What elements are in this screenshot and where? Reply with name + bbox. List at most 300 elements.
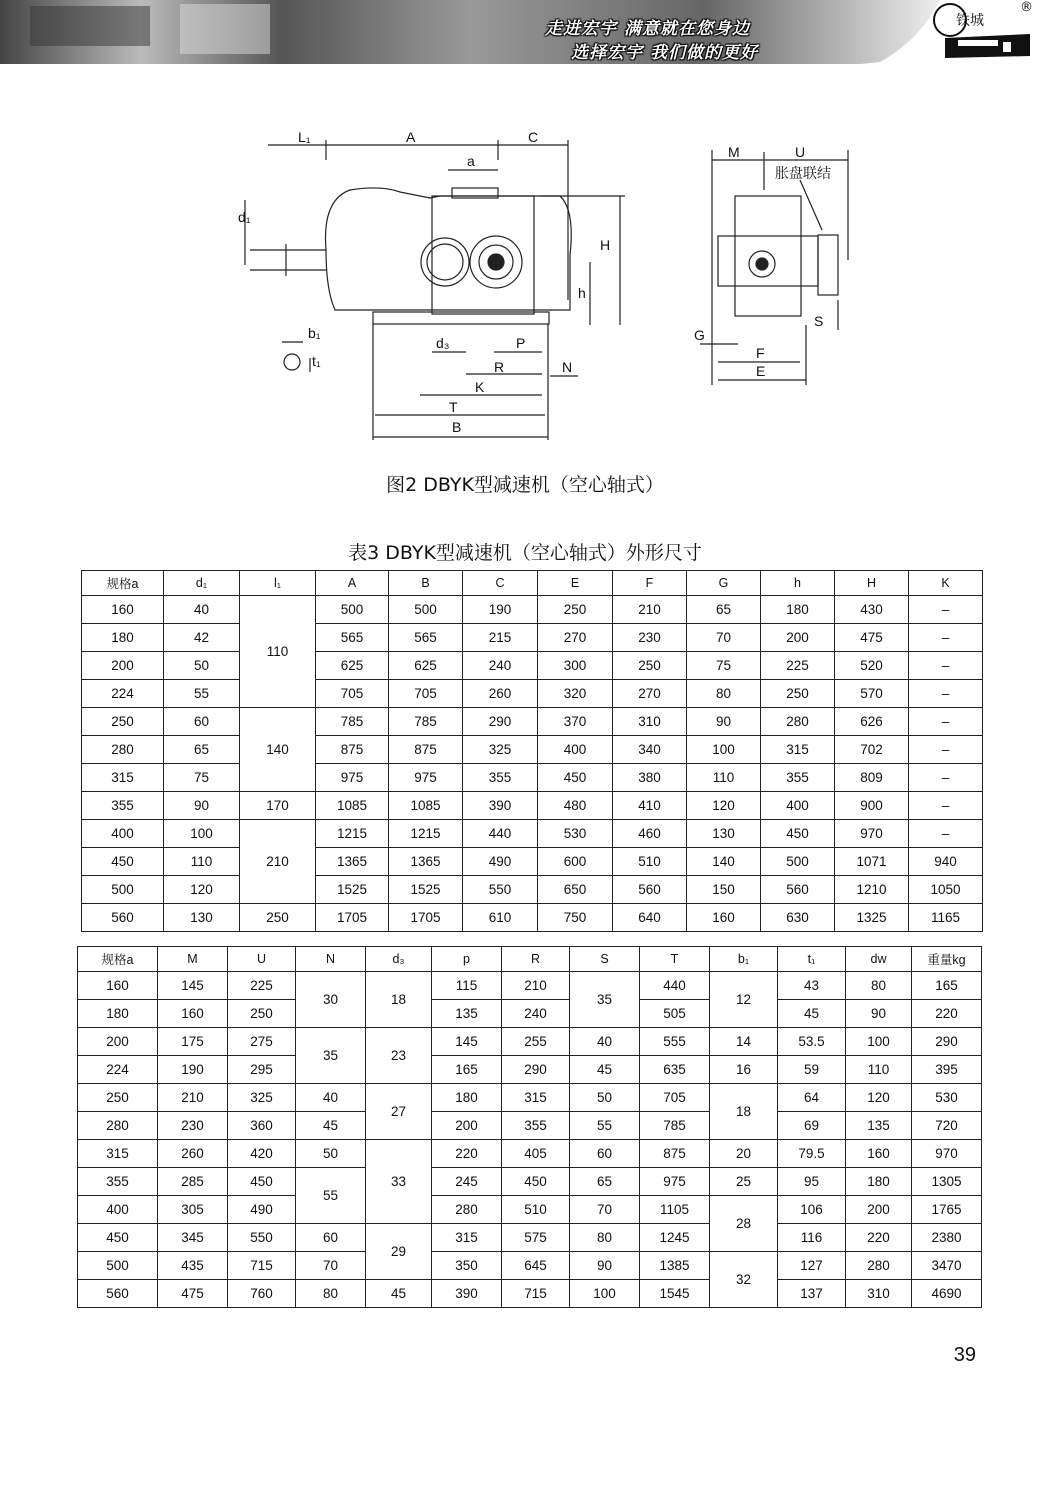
table-cell: 120 bbox=[164, 876, 240, 904]
table-cell: 50 bbox=[570, 1084, 640, 1112]
table-cell: 290 bbox=[463, 708, 538, 736]
table-cell: 59 bbox=[778, 1056, 846, 1084]
table-cell: 626 bbox=[835, 708, 909, 736]
table-cell: 80 bbox=[296, 1280, 366, 1308]
header-cell: d₃ bbox=[366, 947, 432, 972]
table-cell: 170 bbox=[240, 792, 316, 820]
table-row bbox=[78, 1252, 982, 1280]
table-cell: 60 bbox=[296, 1224, 366, 1252]
table-cell: 250 bbox=[240, 904, 316, 932]
table-cell: 145 bbox=[432, 1028, 502, 1056]
table-cell: 230 bbox=[613, 624, 687, 652]
table-cell: 350 bbox=[432, 1252, 502, 1280]
table-cell: 450 bbox=[502, 1168, 570, 1196]
table-cell: 160 bbox=[82, 596, 164, 624]
label-l1: L₁ bbox=[298, 129, 311, 145]
table-cell: 565 bbox=[389, 624, 463, 652]
header-cell: A bbox=[316, 571, 389, 596]
table-cell: 475 bbox=[835, 624, 909, 652]
table-cell: 200 bbox=[82, 652, 164, 680]
table-cell: 70 bbox=[570, 1196, 640, 1224]
table-cell: 450 bbox=[82, 848, 164, 876]
table-cell: 280 bbox=[78, 1112, 158, 1140]
table-header-row bbox=[78, 947, 982, 972]
label-p: P bbox=[516, 335, 526, 351]
table-cell: 970 bbox=[912, 1140, 982, 1168]
table-cell: 450 bbox=[228, 1168, 296, 1196]
table-cell: 702 bbox=[835, 736, 909, 764]
table-cell: 60 bbox=[164, 708, 240, 736]
table-cell: 500 bbox=[761, 848, 835, 876]
table-cell: 530 bbox=[912, 1084, 982, 1112]
table-cell: 224 bbox=[78, 1056, 158, 1084]
table-cell: 560 bbox=[761, 876, 835, 904]
table-cell: 42 bbox=[164, 624, 240, 652]
table-cell: 165 bbox=[432, 1056, 502, 1084]
table-cell: 75 bbox=[164, 764, 240, 792]
table-cell: 4690 bbox=[912, 1280, 982, 1308]
table-cell: 55 bbox=[570, 1112, 640, 1140]
table-cell: 570 bbox=[835, 680, 909, 708]
table-cell: 250 bbox=[761, 680, 835, 708]
label-c: C bbox=[528, 129, 539, 145]
table-row bbox=[82, 652, 983, 680]
table-cell: 550 bbox=[463, 876, 538, 904]
table-cell: 180 bbox=[761, 596, 835, 624]
label-b1: b₁ bbox=[308, 325, 321, 341]
table-cell: 245 bbox=[432, 1168, 502, 1196]
table-cell: – bbox=[909, 792, 983, 820]
table-cell: 285 bbox=[158, 1168, 228, 1196]
table-cell: 490 bbox=[228, 1196, 296, 1224]
table-cell: 64 bbox=[778, 1084, 846, 1112]
table-cell: 140 bbox=[687, 848, 761, 876]
table-cell: 575 bbox=[502, 1224, 570, 1252]
header-cell: K bbox=[909, 571, 983, 596]
table-cell: 1105 bbox=[640, 1196, 710, 1224]
label-e: E bbox=[756, 363, 766, 379]
table-cell: 210 bbox=[613, 596, 687, 624]
table-cell: 625 bbox=[389, 652, 463, 680]
table-cell: 130 bbox=[687, 820, 761, 848]
table-cell: 355 bbox=[82, 792, 164, 820]
table-cell: 210 bbox=[158, 1084, 228, 1112]
table-cell: 27 bbox=[366, 1084, 432, 1140]
table-cell: 33 bbox=[366, 1140, 432, 1224]
drawing-labels bbox=[0, 0, 1050, 460]
table-cell: 645 bbox=[502, 1252, 570, 1280]
table-cell: 875 bbox=[640, 1140, 710, 1168]
table-cell: 305 bbox=[158, 1196, 228, 1224]
table-cell: 640 bbox=[613, 904, 687, 932]
table-cell: 225 bbox=[228, 972, 296, 1000]
table-cell: 180 bbox=[82, 624, 164, 652]
header-cell: l₁ bbox=[240, 571, 316, 596]
table-cell: 160 bbox=[687, 904, 761, 932]
table-cell: 1305 bbox=[912, 1168, 982, 1196]
table-cell: 165 bbox=[912, 972, 982, 1000]
table-cell: 760 bbox=[228, 1280, 296, 1308]
label-u: U bbox=[795, 144, 806, 160]
table-cell: – bbox=[909, 736, 983, 764]
table-cell: 435 bbox=[158, 1252, 228, 1280]
table-cell: 2380 bbox=[912, 1224, 982, 1252]
table-cell: 130 bbox=[164, 904, 240, 932]
table-cell: 400 bbox=[538, 736, 613, 764]
table-cell: 1245 bbox=[640, 1224, 710, 1252]
table-cell: 135 bbox=[432, 1000, 502, 1028]
table-cell: 35 bbox=[296, 1028, 366, 1084]
table-cell: 215 bbox=[463, 624, 538, 652]
table-row bbox=[82, 792, 983, 820]
table-row bbox=[78, 1140, 982, 1168]
table-cell: 275 bbox=[228, 1028, 296, 1056]
table-row bbox=[82, 736, 983, 764]
table-cell: 500 bbox=[316, 596, 389, 624]
table-cell: 1215 bbox=[389, 820, 463, 848]
table-cell: 150 bbox=[687, 876, 761, 904]
table-row bbox=[82, 820, 983, 848]
table-cell: 55 bbox=[164, 680, 240, 708]
table-cell: 280 bbox=[82, 736, 164, 764]
table-cell: 420 bbox=[228, 1140, 296, 1168]
table-cell: 160 bbox=[158, 1000, 228, 1028]
table-cell: 650 bbox=[538, 876, 613, 904]
table-row bbox=[82, 904, 983, 932]
table-cell: 440 bbox=[463, 820, 538, 848]
table-cell: 80 bbox=[570, 1224, 640, 1252]
table-cell: 610 bbox=[463, 904, 538, 932]
table-cell: 50 bbox=[296, 1140, 366, 1168]
page-number: 39 bbox=[953, 1344, 976, 1366]
brand-name: 铁城 bbox=[956, 13, 984, 29]
label-f: F bbox=[756, 345, 765, 361]
table-cell: 1050 bbox=[909, 876, 983, 904]
table-cell: 29 bbox=[366, 1224, 432, 1280]
table-cell: 395 bbox=[912, 1056, 982, 1084]
header-cell: R bbox=[502, 947, 570, 972]
table-row bbox=[78, 1028, 982, 1056]
table-cell: 565 bbox=[316, 624, 389, 652]
table-cell: 315 bbox=[502, 1084, 570, 1112]
table-cell: 1325 bbox=[835, 904, 909, 932]
table-cell: 18 bbox=[710, 1084, 778, 1140]
table-cell: 705 bbox=[316, 680, 389, 708]
table-cell: 875 bbox=[316, 736, 389, 764]
table-cell: 70 bbox=[687, 624, 761, 652]
table-cell: 1210 bbox=[835, 876, 909, 904]
header-cell: H bbox=[835, 571, 909, 596]
table-cell: 45 bbox=[570, 1056, 640, 1084]
table-cell: 315 bbox=[432, 1224, 502, 1252]
table-cell: – bbox=[909, 624, 983, 652]
header-cell: dw bbox=[846, 947, 912, 972]
table-row bbox=[78, 1084, 982, 1112]
table-cell: 1071 bbox=[835, 848, 909, 876]
table-cell: 715 bbox=[228, 1252, 296, 1280]
header-cell: U bbox=[228, 947, 296, 972]
table-cell: 630 bbox=[761, 904, 835, 932]
table-cell: 80 bbox=[687, 680, 761, 708]
table-row bbox=[78, 1196, 982, 1224]
header-cell: B bbox=[389, 571, 463, 596]
table-cell: 20 bbox=[710, 1140, 778, 1168]
header-cell: t₁ bbox=[778, 947, 846, 972]
table-cell: 65 bbox=[164, 736, 240, 764]
table-cell: 280 bbox=[432, 1196, 502, 1224]
header-cell: b₁ bbox=[710, 947, 778, 972]
table-cell: 43 bbox=[778, 972, 846, 1000]
table-cell: 875 bbox=[389, 736, 463, 764]
table-cell: 120 bbox=[687, 792, 761, 820]
table-cell: 1165 bbox=[909, 904, 983, 932]
table-cell: 310 bbox=[846, 1280, 912, 1308]
label-m: M bbox=[728, 144, 740, 160]
label-d1: d₁ bbox=[238, 209, 251, 225]
table-cell: 23 bbox=[366, 1028, 432, 1084]
table-cell: 180 bbox=[78, 1000, 158, 1028]
label-a-lower: a bbox=[467, 153, 475, 169]
table-cell: – bbox=[909, 820, 983, 848]
label-g: G bbox=[694, 327, 705, 343]
table-cell: 635 bbox=[640, 1056, 710, 1084]
table-row bbox=[78, 1280, 982, 1308]
header-cell: M bbox=[158, 947, 228, 972]
table-cell: 65 bbox=[687, 596, 761, 624]
table-cell: 240 bbox=[502, 1000, 570, 1028]
table-cell: 390 bbox=[432, 1280, 502, 1308]
table-cell: 180 bbox=[432, 1084, 502, 1112]
table-cell: 315 bbox=[78, 1140, 158, 1168]
table-cell: 90 bbox=[570, 1252, 640, 1280]
table-cell: 520 bbox=[835, 652, 909, 680]
label-a-upper: A bbox=[406, 129, 416, 145]
table-cell: 1525 bbox=[389, 876, 463, 904]
table-cell: 65 bbox=[570, 1168, 640, 1196]
table-cell: 28 bbox=[710, 1196, 778, 1252]
table-row bbox=[78, 1168, 982, 1196]
table-cell: 255 bbox=[502, 1028, 570, 1056]
table-cell: 230 bbox=[158, 1112, 228, 1140]
table-cell: 500 bbox=[82, 876, 164, 904]
table-cell: 110 bbox=[164, 848, 240, 876]
table-cell: 510 bbox=[613, 848, 687, 876]
table-cell: 40 bbox=[570, 1028, 640, 1056]
table-cell: 315 bbox=[761, 736, 835, 764]
table-cell: 220 bbox=[912, 1000, 982, 1028]
table-cell: 450 bbox=[78, 1224, 158, 1252]
table-cell: 79.5 bbox=[778, 1140, 846, 1168]
table-cell: 116 bbox=[778, 1224, 846, 1252]
table-cell: 12 bbox=[710, 972, 778, 1028]
table-cell: 290 bbox=[502, 1056, 570, 1084]
table-cell: 975 bbox=[640, 1168, 710, 1196]
dimension-table-1 bbox=[81, 570, 983, 932]
table-cell: 410 bbox=[613, 792, 687, 820]
table-cell: 380 bbox=[613, 764, 687, 792]
figure-caption: 图2 DBYK型减速机（空心轴式） bbox=[386, 474, 664, 496]
table-cell: 260 bbox=[463, 680, 538, 708]
table-cell: 45 bbox=[778, 1000, 846, 1028]
table-cell: 137 bbox=[778, 1280, 846, 1308]
table-row bbox=[82, 764, 983, 792]
table-cell: 45 bbox=[296, 1112, 366, 1140]
table-cell: 220 bbox=[846, 1224, 912, 1252]
table-cell: 106 bbox=[778, 1196, 846, 1224]
header-cell: p bbox=[432, 947, 502, 972]
table-cell: 345 bbox=[158, 1224, 228, 1252]
table-cell: 100 bbox=[164, 820, 240, 848]
table-row bbox=[82, 596, 983, 624]
table-cell: 295 bbox=[228, 1056, 296, 1084]
table-cell: 555 bbox=[640, 1028, 710, 1056]
table-cell: 1705 bbox=[389, 904, 463, 932]
table-cell: 405 bbox=[502, 1140, 570, 1168]
table-cell: 240 bbox=[463, 652, 538, 680]
table-cell: 300 bbox=[538, 652, 613, 680]
table-cell: 785 bbox=[389, 708, 463, 736]
table-cell: 340 bbox=[613, 736, 687, 764]
table-cell: 315 bbox=[82, 764, 164, 792]
table-cell: 1525 bbox=[316, 876, 389, 904]
registered-mark: ® bbox=[1020, 0, 1033, 15]
table-cell: 355 bbox=[502, 1112, 570, 1140]
table-cell: 40 bbox=[296, 1084, 366, 1112]
table-cell: 270 bbox=[538, 624, 613, 652]
table-cell: 140 bbox=[240, 708, 316, 792]
table-cell: 25 bbox=[710, 1168, 778, 1196]
table-cell: 550 bbox=[228, 1224, 296, 1252]
table-cell: 200 bbox=[78, 1028, 158, 1056]
table-cell: 3470 bbox=[912, 1252, 982, 1280]
table-cell: 500 bbox=[78, 1252, 158, 1280]
table-cell: 720 bbox=[912, 1112, 982, 1140]
table-cell: 250 bbox=[613, 652, 687, 680]
table-cell: 400 bbox=[82, 820, 164, 848]
table-cell: 290 bbox=[912, 1028, 982, 1056]
slogan-line-2: 选择宏宇 我们做的更好 bbox=[571, 43, 758, 63]
header-cell: S bbox=[570, 947, 640, 972]
table-cell: 1705 bbox=[316, 904, 389, 932]
table-cell: 785 bbox=[640, 1112, 710, 1140]
table-row bbox=[78, 972, 982, 1000]
header-cell: E bbox=[538, 571, 613, 596]
table-cell: 975 bbox=[389, 764, 463, 792]
table-cell: 250 bbox=[228, 1000, 296, 1028]
table-cell: 80 bbox=[846, 972, 912, 1000]
table-cell: 180 bbox=[846, 1168, 912, 1196]
table-cell: 809 bbox=[835, 764, 909, 792]
table-cell: – bbox=[909, 680, 983, 708]
label-r: R bbox=[494, 359, 505, 375]
table-cell: 120 bbox=[846, 1084, 912, 1112]
table-cell: 190 bbox=[158, 1056, 228, 1084]
label-h-lower: h bbox=[578, 285, 586, 301]
table-cell: 1545 bbox=[640, 1280, 710, 1308]
table-cell: 430 bbox=[835, 596, 909, 624]
label-n: N bbox=[562, 359, 573, 375]
table-cell: 127 bbox=[778, 1252, 846, 1280]
table-cell: 60 bbox=[570, 1140, 640, 1168]
label-h-upper: H bbox=[600, 237, 611, 253]
table-cell: 310 bbox=[613, 708, 687, 736]
table-cell: 200 bbox=[846, 1196, 912, 1224]
label-k: K bbox=[475, 379, 485, 395]
header-cell: 规格a bbox=[82, 571, 164, 596]
table-header-row bbox=[82, 571, 983, 596]
table-cell: 250 bbox=[538, 596, 613, 624]
table-cell: 100 bbox=[846, 1028, 912, 1056]
table-row bbox=[82, 876, 983, 904]
table-cell: 90 bbox=[164, 792, 240, 820]
label-s: S bbox=[814, 313, 824, 329]
table-row bbox=[78, 1056, 982, 1084]
header-cell: T bbox=[640, 947, 710, 972]
table-cell: 560 bbox=[613, 876, 687, 904]
table-cell: 715 bbox=[502, 1280, 570, 1308]
table-cell: 450 bbox=[538, 764, 613, 792]
table-cell: 35 bbox=[570, 972, 640, 1028]
header-cell: 规格a bbox=[78, 947, 158, 972]
table-cell: 530 bbox=[538, 820, 613, 848]
table-cell: 190 bbox=[463, 596, 538, 624]
header-cell: F bbox=[613, 571, 687, 596]
table-cell: 250 bbox=[78, 1084, 158, 1112]
table-cell: 440 bbox=[640, 972, 710, 1000]
table-cell: 360 bbox=[228, 1112, 296, 1140]
table-cell: 70 bbox=[296, 1252, 366, 1280]
label-t: T bbox=[449, 399, 458, 415]
table-row bbox=[78, 1000, 982, 1028]
table-cell: 475 bbox=[158, 1280, 228, 1308]
table-cell: 55 bbox=[296, 1168, 366, 1224]
table-cell: 175 bbox=[158, 1028, 228, 1056]
table-cell: 480 bbox=[538, 792, 613, 820]
table-cell: 18 bbox=[366, 972, 432, 1028]
table-cell: 40 bbox=[164, 596, 240, 624]
table-cell: 1085 bbox=[316, 792, 389, 820]
table-cell: 1365 bbox=[316, 848, 389, 876]
table-cell: 110 bbox=[846, 1056, 912, 1084]
table-title: 表3 DBYK型减速机（空心轴式）外形尺寸 bbox=[348, 542, 702, 564]
table-cell: 90 bbox=[687, 708, 761, 736]
table-row bbox=[82, 624, 983, 652]
table-cell: 145 bbox=[158, 972, 228, 1000]
table-cell: 270 bbox=[613, 680, 687, 708]
table-cell: 100 bbox=[687, 736, 761, 764]
table-row bbox=[78, 1224, 982, 1252]
table-cell: 400 bbox=[761, 792, 835, 820]
table-cell: 1765 bbox=[912, 1196, 982, 1224]
header-cell: d₁ bbox=[164, 571, 240, 596]
table-cell: 600 bbox=[538, 848, 613, 876]
table-cell: 355 bbox=[78, 1168, 158, 1196]
table-cell: 560 bbox=[82, 904, 164, 932]
table-cell: 100 bbox=[570, 1280, 640, 1308]
table-cell: 560 bbox=[78, 1280, 158, 1308]
table-cell: 53.5 bbox=[778, 1028, 846, 1056]
table-cell: 510 bbox=[502, 1196, 570, 1224]
table-cell: 16 bbox=[710, 1056, 778, 1084]
table-cell: 160 bbox=[846, 1140, 912, 1168]
table-cell: 355 bbox=[463, 764, 538, 792]
table-cell: 90 bbox=[846, 1000, 912, 1028]
header-cell: C bbox=[463, 571, 538, 596]
table-cell: 970 bbox=[835, 820, 909, 848]
table-cell: – bbox=[909, 652, 983, 680]
table-row bbox=[78, 1112, 982, 1140]
table-cell: 32 bbox=[710, 1252, 778, 1308]
